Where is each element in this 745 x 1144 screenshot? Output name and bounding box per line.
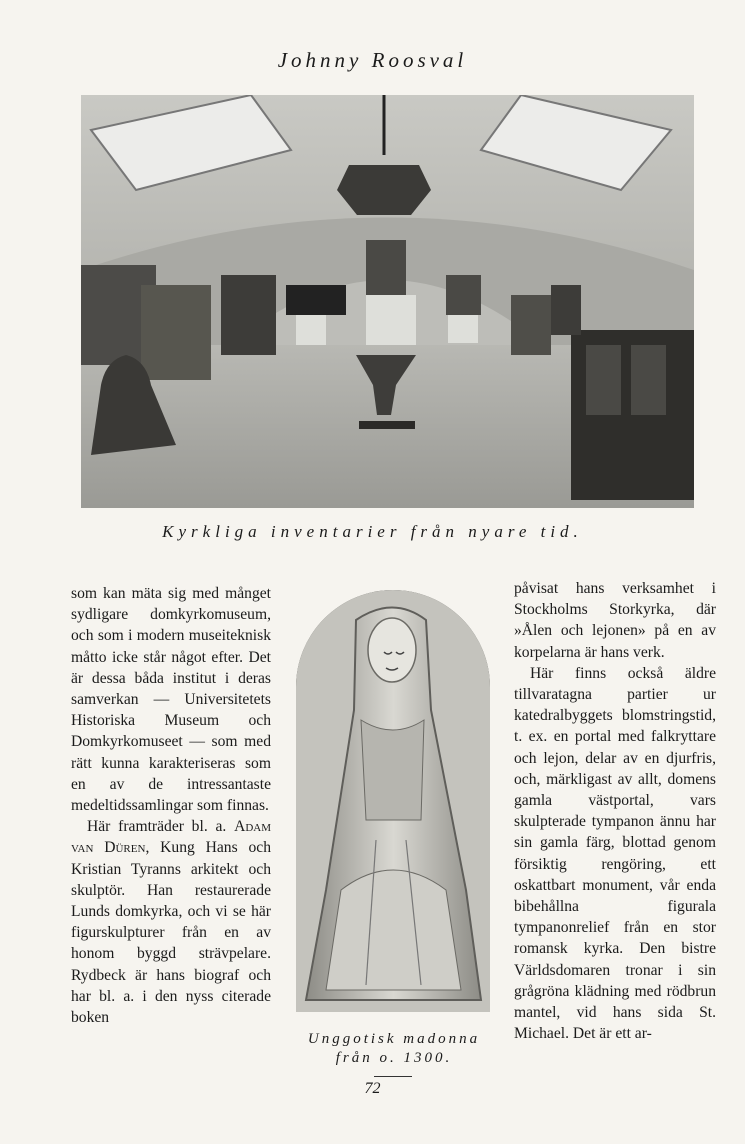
paragraph: som kan mäta sig med månget sydligare domkyrkomuseum, och som i modern museiteknisk måtto icke står något efter. Det är dessa båda institut i deras samverkan — Universitetets Historiska Museum och Domkyrkomuseet — som med rätt kunna karakteriseras som en av de intressantaste medeltidssamlingar som finnas. — [71, 585, 271, 815]
museum-hall-illustration — [81, 95, 694, 508]
museum-hall-photo — [81, 95, 694, 508]
paragraph: Här finns också äldre tillvaratagna partier ur katedralbyggets blomstringstid, t. ex. en portal med falkryttare och lejon, delar av en djurfris, och, märkligast av allt, domens gamla västportal, vars skulpterade tympanon ännu har sin gamla färg, blottad genom försiktig rengöring, ett oskattbart monument, vår enda bibehållna figurala tympanonrelief från en stor romansk kyrka. Den bistre Världsdomaren tronar i sin grågröna klädning med rödbrun mantel, vid hans sida St. Michael. Det är ett ar- — [514, 664, 716, 1043]
madonna-photo — [296, 590, 490, 1012]
text-column-left — [71, 583, 271, 1028]
figure-caption-madonna — [286, 1030, 502, 1068]
paragraph: påvisat hans verksamhet i Stockholms Storkyrka, där »Ålen och lejonen» på en av korpelarna är hans verk. — [514, 580, 716, 661]
madonna-illustration — [296, 590, 490, 1012]
footer-rule — [374, 1076, 412, 1077]
text-column-right — [514, 578, 716, 1044]
running-header: Johnny Roosval — [277, 48, 468, 72]
figure-caption-top: Kyrkliga inventarier från nyare tid. — [162, 522, 583, 541]
paragraph: Här framträder bl. a. Adam van Düren, Kung Hans och Kristian Tyranns arkitekt och skulptör. Han restaurerade Lunds domkyrka, och vi se här figurskulpturer från en av honom byggd strävpelare. Rydbeck är hans biograf och har bl. a. i den nyss citerade boken — [71, 818, 271, 1027]
caption-line: från o. 1300. — [335, 1050, 453, 1066]
caption-line: Unggotisk madonna — [307, 1031, 481, 1047]
page-number: 72 — [364, 1080, 381, 1097]
person-name: Adam van Düren — [71, 818, 271, 857]
